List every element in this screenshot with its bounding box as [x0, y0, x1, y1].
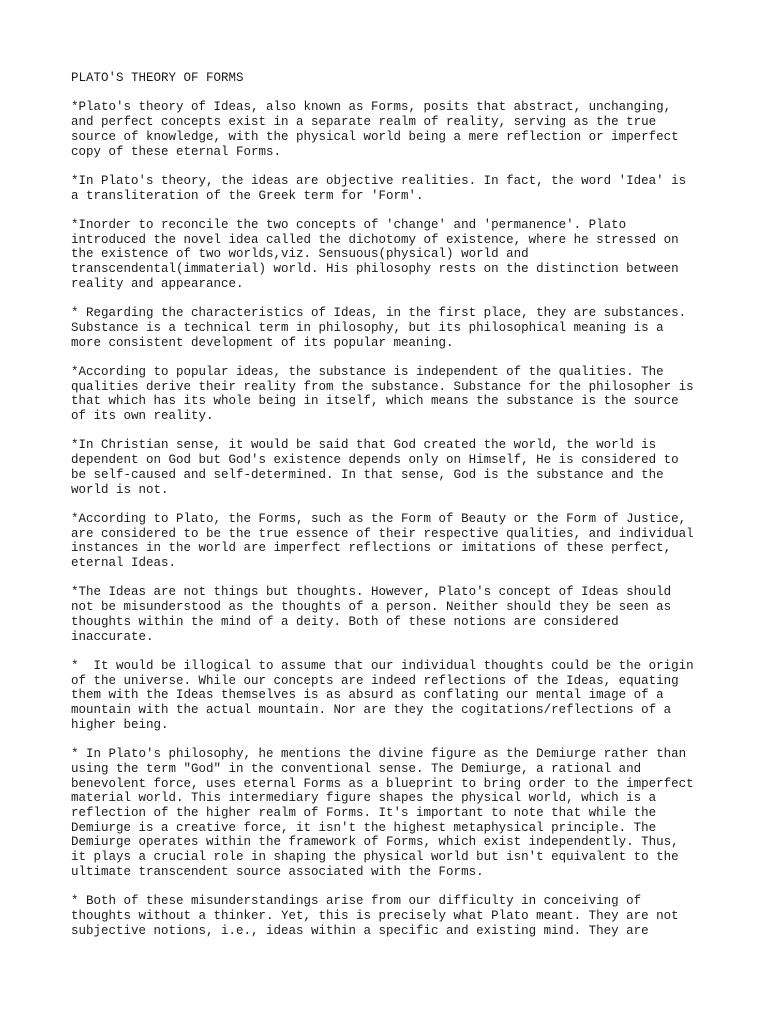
text-line: mountain with the actual mountain. Nor are they the cogitations/reflections of a: [71, 703, 672, 718]
text-line: are considered to be the true essence of their respective qualities, and individual: [71, 526, 694, 541]
text-line: *In Plato's theory, the ideas are objective realities. In fact, the word 'Idea' is: [71, 173, 687, 188]
text-line: * Both of these misunderstandings arise from our difficulty in conceiving of: [71, 894, 642, 909]
text-line: world is not.: [71, 482, 169, 497]
text-line: *According to Plato, the Forms, such as the Form of Beauty or the Form of Justice,: [71, 511, 687, 526]
text-line: reflection of the higher realm of Forms. It's important to note that while the: [71, 806, 657, 820]
paragraph: [71, 659, 711, 733]
text-line: thoughts without a thinker. Yet, this is precisely what Plato meant. They are not: [71, 908, 679, 923]
text-line: eternal Ideas.: [71, 556, 177, 571]
text-line: inaccurate.: [71, 629, 154, 644]
text-line: *According to popular ideas, the substance is independent of the qualities. The: [71, 364, 664, 379]
text-line: * In Plato's philosophy, he mentions the divine figure as the Demiurge rather than: [71, 747, 687, 762]
paragraph: [71, 218, 711, 292]
text-line: subjective notions, i.e., ideas within a specific and existing mind. They are: [71, 923, 649, 938]
text-line: source of knowledge, with the physical world being a mere reflection or imperfect: [71, 129, 679, 144]
text-line: it plays a crucial role in shaping the physical world but isn't equivalent to the: [71, 850, 679, 865]
paragraph: [71, 100, 711, 159]
text-line: instances in the world are imperfect reflections or imitations of these perfect,: [71, 541, 672, 556]
text-line: benevolent force, uses eternal Forms as a blueprint to bring order to the imperfect: [71, 776, 694, 791]
text-line: them with the Ideas themselves is as absurd as conflating our mental image of a: [71, 688, 664, 703]
text-line: ultimate transcendent source associated with the Forms.: [71, 864, 484, 879]
text-line: and perfect concepts exist in a separate realm of reality, serving as the true: [71, 115, 657, 130]
text-line: reality and appearance.: [71, 276, 244, 291]
text-line: using the term "God" in the conventional sense. The Demiurge, a rational and: [71, 761, 642, 776]
paragraph: [71, 174, 711, 203]
text-line: thoughts within the mind of a deity. Both of these notions are considered: [71, 614, 619, 629]
text-line: of the universe. While our concepts are indeed reflections of the Ideas, equating: [71, 673, 679, 688]
text-line: *Inorder to reconcile the two concepts of 'change' and 'permanence'. Plato: [71, 217, 627, 232]
text-line: copy of these eternal Forms.: [71, 144, 282, 159]
text-line: a transliteration of the Greek term for 'Form'.: [71, 188, 424, 203]
document-title: PLATO'S THEORY OF FORMS: [71, 71, 244, 85]
text-line: *The Ideas are not things but thoughts. However, Plato's concept of Ideas should: [71, 585, 672, 600]
document-page: [71, 71, 711, 953]
text-line: material world. This intermediary figure shapes the physical world, which is a: [71, 791, 657, 806]
text-line: the existence of two worlds,viz. Sensuous(physical) world and: [71, 247, 529, 262]
text-line: of its own reality.: [71, 409, 214, 424]
text-line: dependent on God but God's existence depends only on Himself, He is considered to: [71, 453, 679, 468]
text-line: * Regarding the characteristics of Ideas, in the first place, they are substances.: [71, 306, 687, 321]
text-line: transcendental(immaterial) world. His philosophy rests on the distinction between: [71, 262, 679, 277]
text-line: be self-caused and self-determined. In that sense, God is the substance and the: [71, 467, 664, 482]
text-line: qualities derive their reality from the substance. Substance for the philosopher is: [71, 379, 694, 394]
text-line: Substance is a technical term in philosophy, but its philosophical meaning is a: [71, 320, 664, 335]
paragraph: [71, 512, 711, 571]
text-line: higher being.: [71, 717, 169, 732]
text-line: Demiurge is a creative force, it isn't the highest metaphysical principle. The: [71, 820, 657, 835]
paragraph: [71, 585, 711, 644]
paragraph: [71, 438, 711, 497]
text-line: that which has its whole being in itself, which means the substance is the source: [71, 394, 679, 409]
paragraph: [71, 894, 711, 938]
text-line: *Plato's theory of Ideas, also known as Forms, posits that abstract, unchanging,: [71, 100, 672, 115]
text-line: Demiurge operates within the framework of Forms, which exist independently. Thus,: [71, 835, 679, 850]
text-line: not be misunderstood as the thoughts of a person. Neither should they be seen as: [71, 600, 672, 615]
text-line: *In Christian sense, it would be said that God created the world, the world is: [71, 438, 657, 453]
paragraph: [71, 365, 711, 424]
paragraph: [71, 306, 711, 350]
text-line: introduced the novel idea called the dichotomy of existence, where he stressed on: [71, 232, 679, 247]
text-line: more consistent development of its popular meaning.: [71, 335, 454, 350]
text-line: * It would be illogical to assume that our individual thoughts could be the origin: [71, 658, 694, 673]
paragraph: [71, 747, 711, 879]
document-body: [71, 100, 711, 938]
